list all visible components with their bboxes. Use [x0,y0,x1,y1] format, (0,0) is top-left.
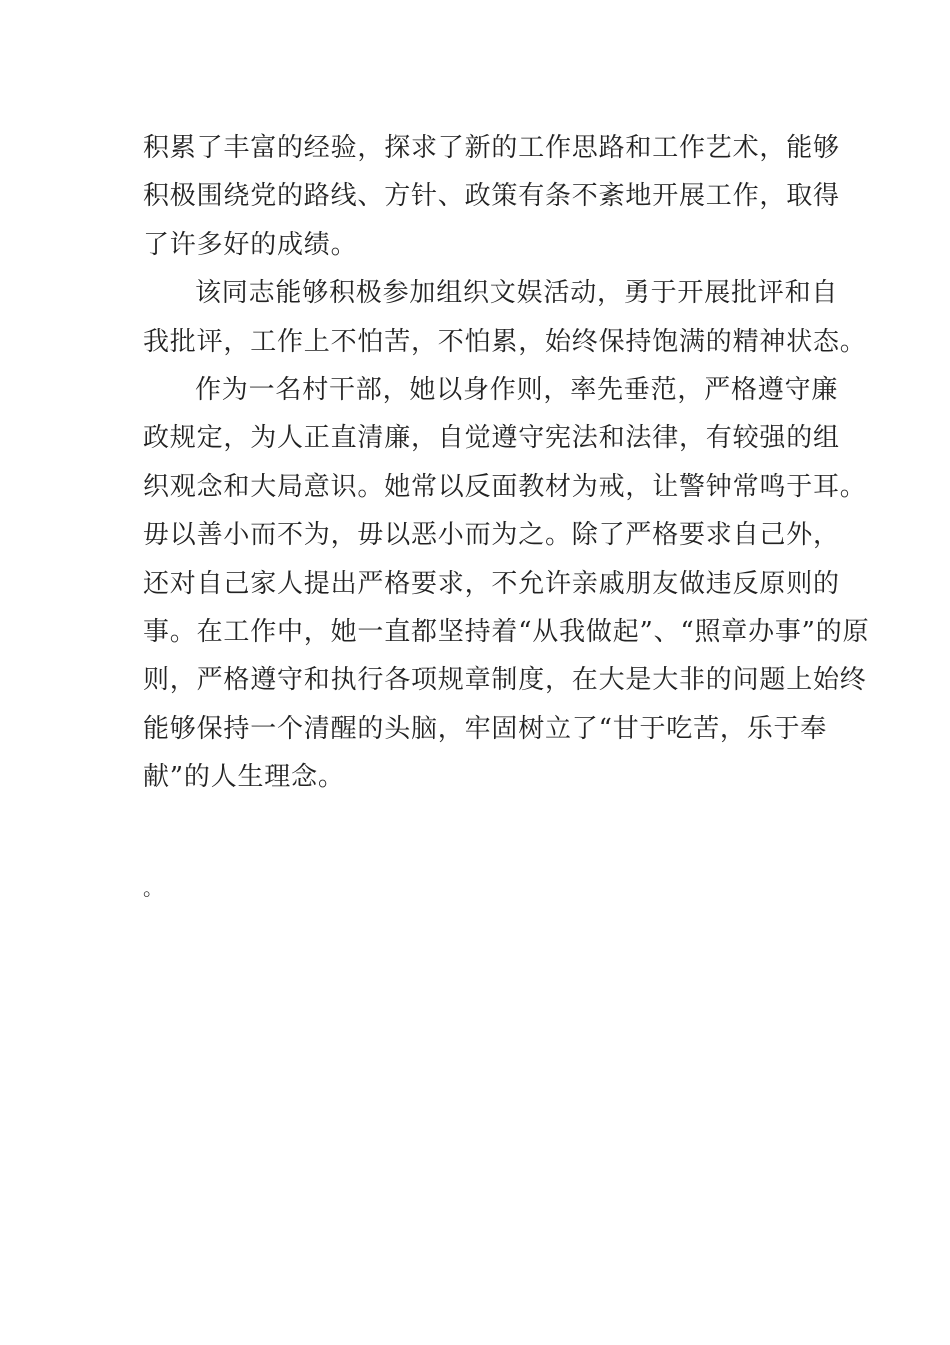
paragraph-first-line: 该同志能够积极参加组织文娱活动，勇于开展批评和自 [195,278,839,309]
text-line: 能够保持一个清醒的头脑，牢固树立了“甘于吃苦，乐于奉 [143,713,828,744]
text-line: 献”的人生理念。 [143,762,345,793]
text-line: 织观念和大局意识。她常以反面教材为戒，让警钟常鸣于耳。 [143,471,867,502]
text-line: 我批评，工作上不怕苦，不怕累，始终保持饱满的精神状态。 [143,326,867,357]
text-line: 则，严格遵守和执行各项规章制度，在大是大非的问题上始终 [143,665,867,696]
text-line: 积累了丰富的经验，探求了新的工作思路和工作艺术，能够 [143,133,840,163]
text-line: 毋以善小而不为，毋以恶小而为之。除了严格要求自己外， [143,520,840,551]
trailing-punctuation: 。 [143,876,163,900]
body-text [143,124,870,801]
text-line: 还对自己家人提出严格要求，不允许亲戚朋友做违反原则的 [143,568,840,599]
paragraph-first-line: 作为一名村干部，她以身作则，率先垂范，严格遵守廉 [195,374,839,405]
text-line: 事。在工作中，她一直都坚持着“从我做起”、“照章办事”的原 [143,616,870,647]
text-line: 政规定，为人正直清廉，自觉遵守宪法和法律，有较强的组 [143,423,840,454]
text-line: 了许多好的成绩。 [143,229,358,260]
text-line: 积极围绕党的路线、方针、政策有条不紊地开展工作，取得 [143,181,840,212]
